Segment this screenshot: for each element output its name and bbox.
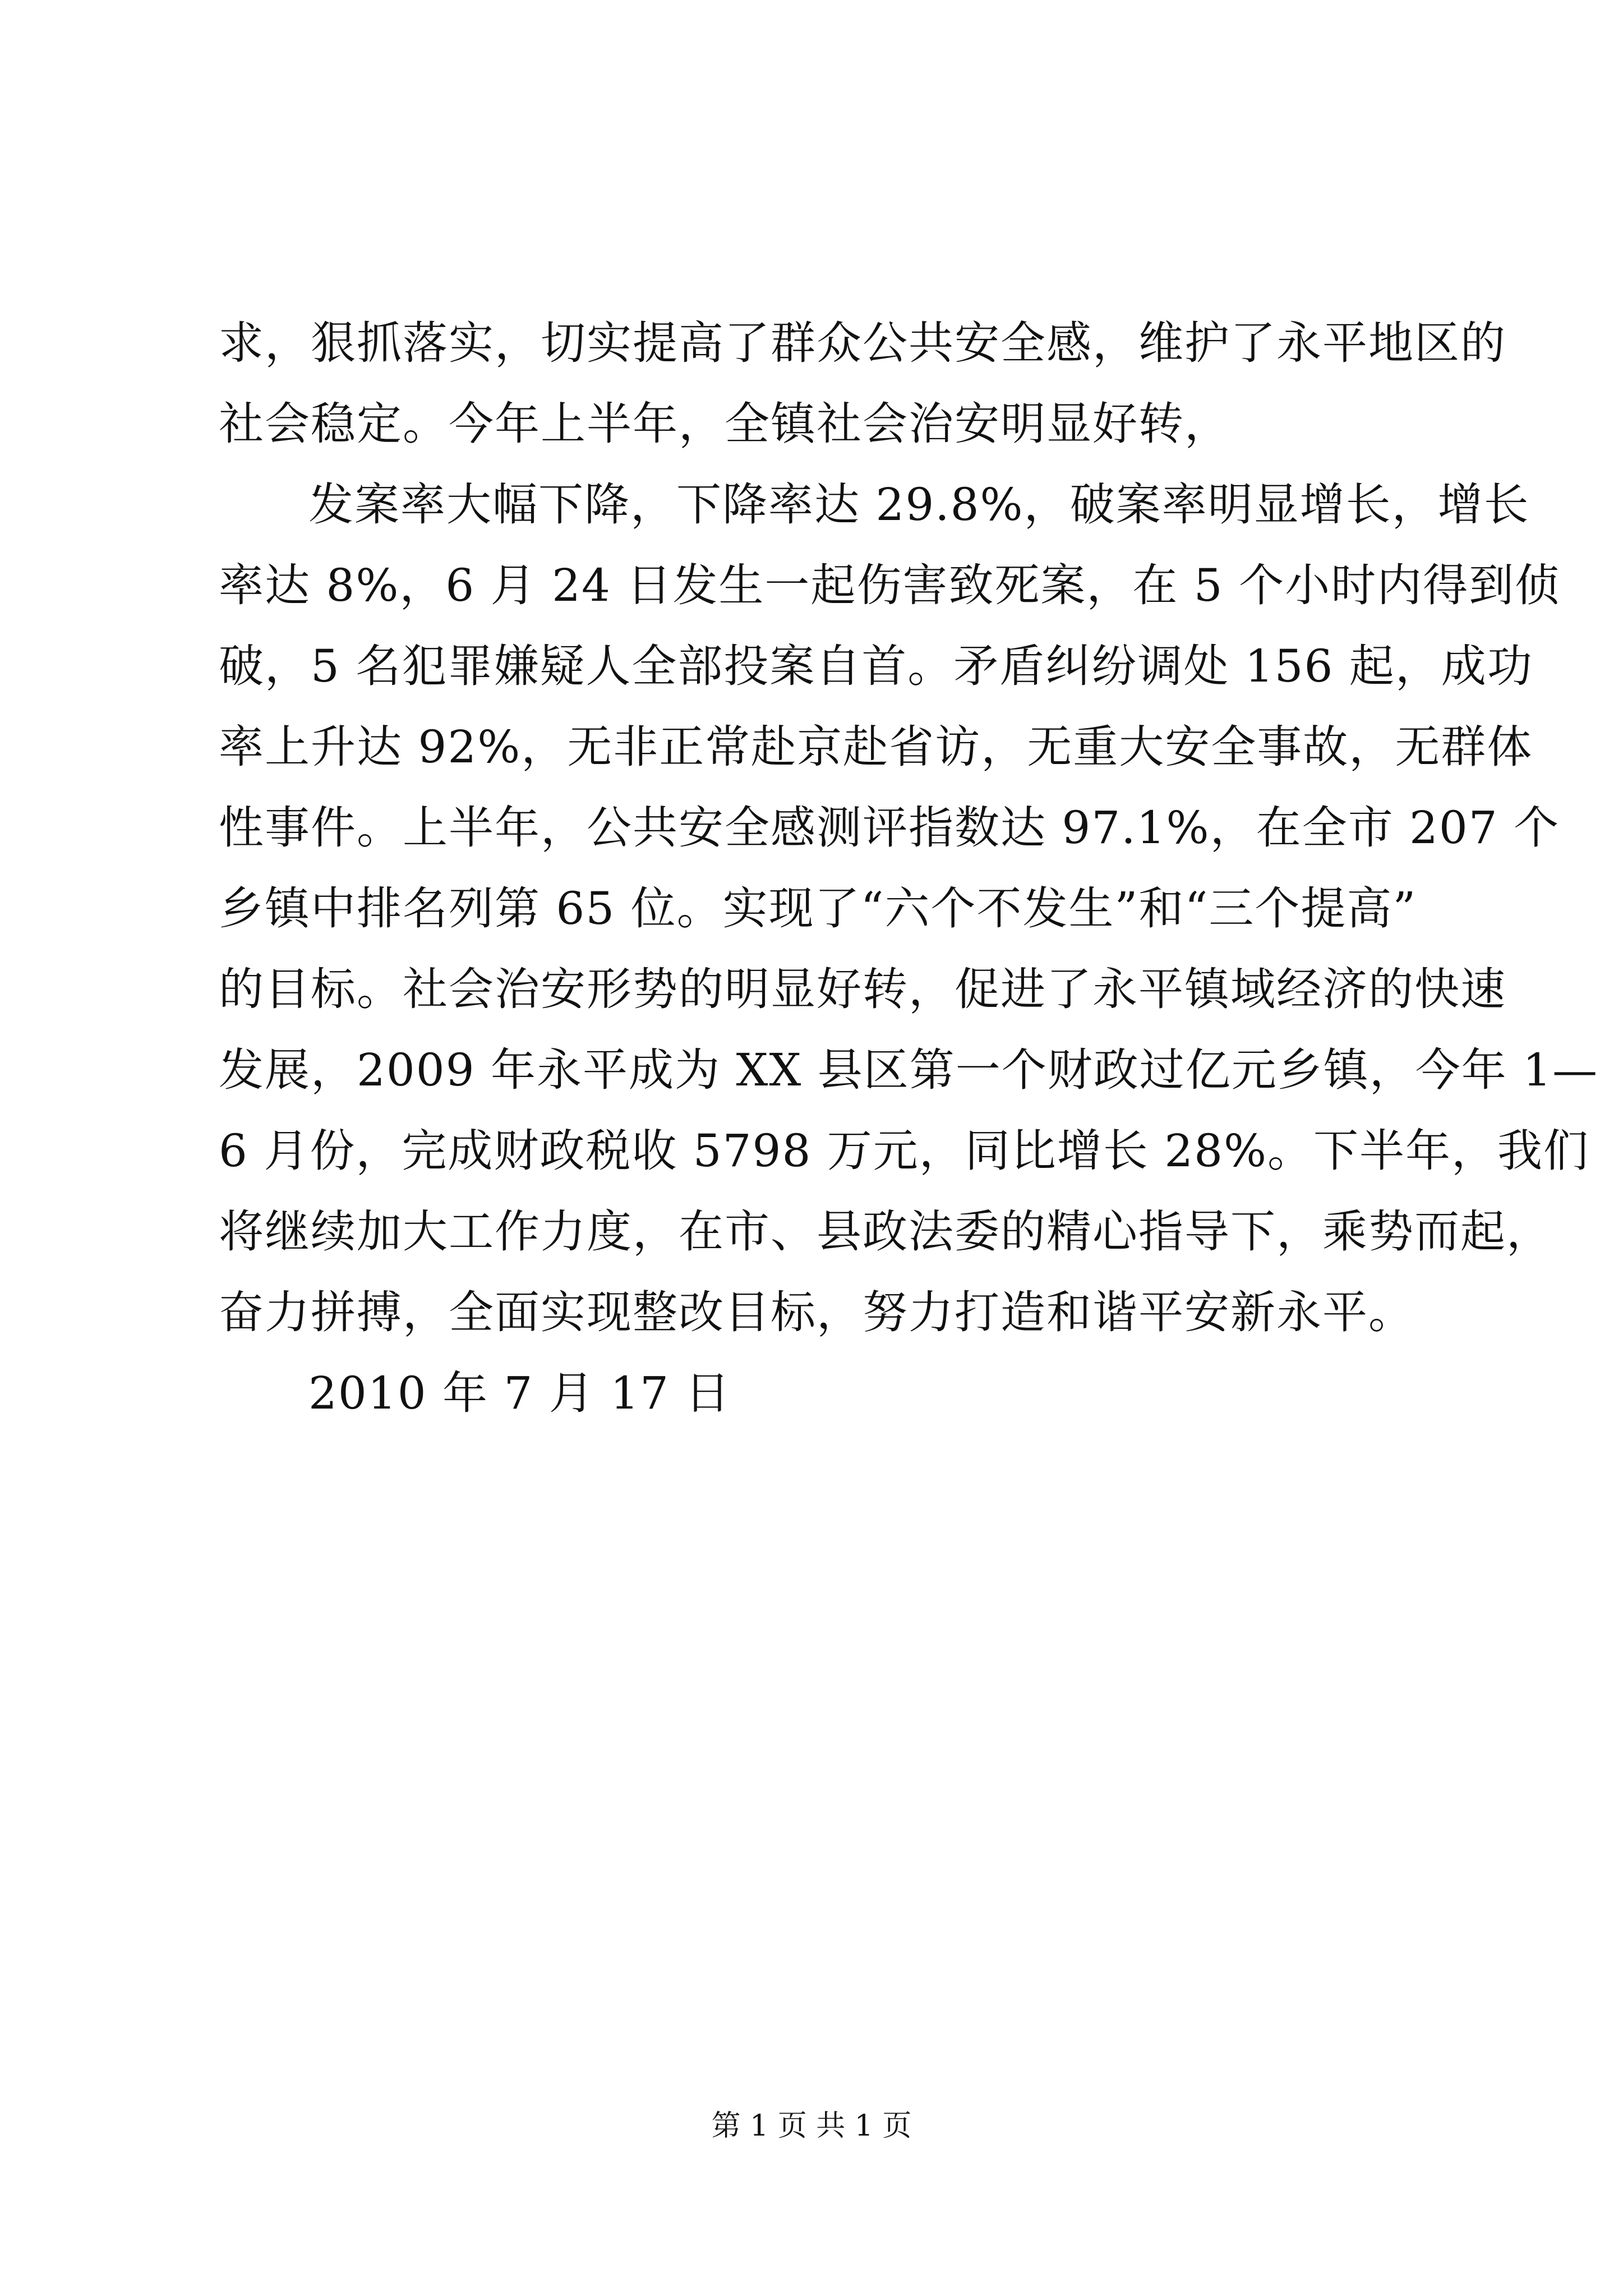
- text-line: 发展，2009 年永平成为 XX 县区第一个财政过亿元乡镇，今年 1—: [219, 1044, 1599, 1096]
- text-line: 乡镇中排名列第 65 位。实现了“六个不发生”和“三个提高”: [219, 882, 1417, 935]
- text-line: 求，狠抓落实，切实提高了群众公共安全感，维护了永平地区的: [219, 317, 1506, 369]
- text-line: 奋力拼搏，全面实现整改目标，努力打造和谐平安新永平。: [219, 1286, 1414, 1338]
- text-line: 性事件。上半年，公共安全感测评指数达 97.1%，在全市 207 个: [219, 802, 1560, 854]
- date-line: 2010 年 7 月 17 日: [308, 1367, 731, 1419]
- text-line: 的目标。社会治安形势的明显好转，促进了永平镇域经济的快速: [219, 963, 1506, 1015]
- text-line: 破，5 名犯罪嫌疑人全部投案自首。矛盾纠纷调处 156 起，成功: [219, 640, 1533, 692]
- body-text: [219, 303, 1599, 1434]
- text-line: 6 月份，完成财政税收 5798 万元，同比增长 28%。下半年，我们: [219, 1125, 1590, 1177]
- text-line: 将继续加大工作力度，在市、县政法委的精心指导下，乘势而起，: [219, 1205, 1552, 1258]
- text-line: 率上升达 92%，无非正常赴京赴省访，无重大安全事故，无群体: [219, 721, 1533, 773]
- text-line: 率达 8%，6 月 24 日发生一起伤害致死案，在 5 个小时内得到侦: [219, 559, 1561, 611]
- text-line: 发案率大幅下降，下降率达 29.8%，破案率明显增长，增长: [308, 478, 1530, 531]
- text-line: 社会稳定。今年上半年，全镇社会治安明显好转，: [219, 398, 1230, 450]
- page-footer: 第 1 页 共 1 页: [711, 2109, 912, 2143]
